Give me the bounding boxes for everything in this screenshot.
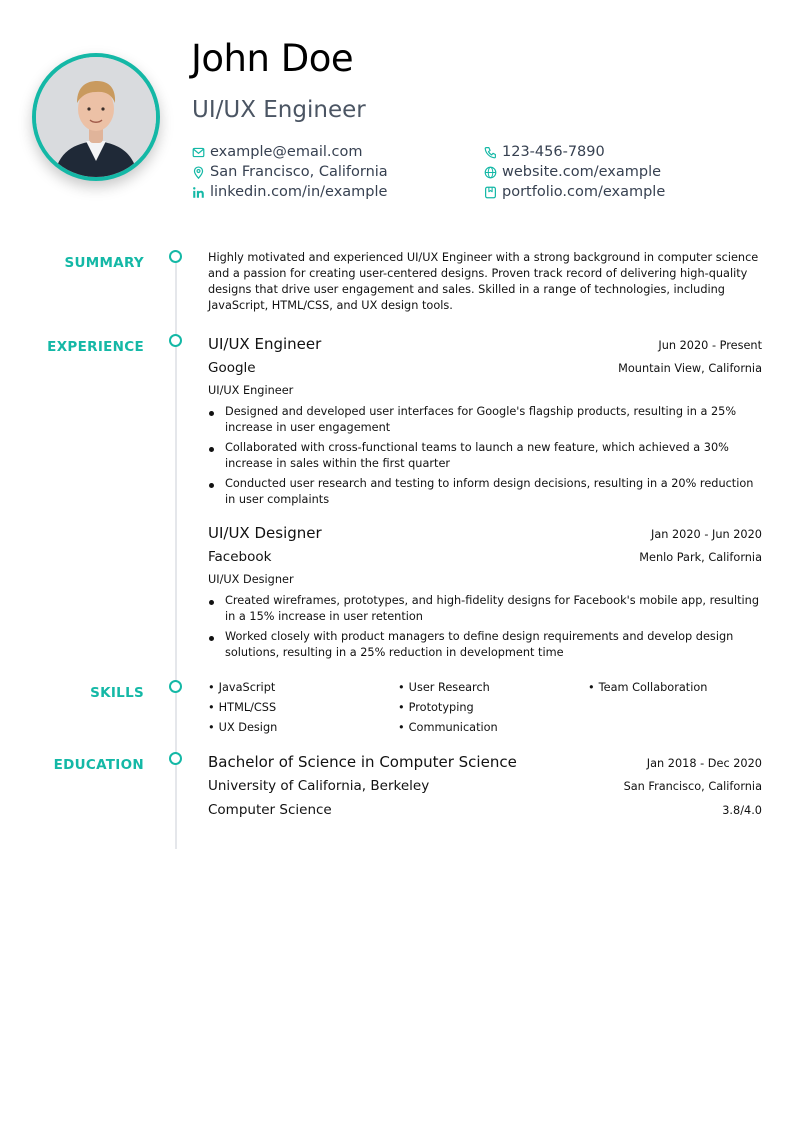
contact-info [192,142,752,202]
job-location: Menlo Park, California [639,551,762,564]
section-label-education: EDUCATION [53,757,144,773]
skill-item: • User Research [398,680,588,696]
experience-entry [208,335,762,512]
timeline-dot-education [169,752,182,765]
job-subtitle: UI/UX Designer [208,573,294,586]
school-location: San Francisco, California [623,780,762,793]
job-bullet: Conducted user research and testing to inform design decisions, resulting in a 20% reduction in user complaints [208,476,762,508]
skill-item: • UX Design [208,720,398,736]
contact-portfolio-text: portfolio.com/example [502,184,666,200]
portfolio-icon [484,186,497,199]
linkedin-icon [192,186,205,199]
job-company: Facebook [208,549,272,565]
field-of-study: Computer Science [208,802,332,818]
contact-phone-text: 123-456-7890 [502,144,605,160]
contact-email[interactable] [192,142,484,162]
education-date: Jan 2018 - Dec 2020 [646,757,762,770]
skills-section [208,680,762,736]
candidate-title: UI/UX Engineer [192,97,366,123]
experience-entry [208,524,762,665]
degree-title: Bachelor of Science in Computer Science [208,753,517,771]
timeline-dot-skills [169,680,182,693]
job-title: UI/UX Engineer [208,335,322,353]
job-subtitle: UI/UX Engineer [208,384,294,397]
job-title: UI/UX Designer [208,524,322,542]
skill-item: • Team Collaboration [588,680,762,696]
contact-location [192,162,484,182]
contact-email-text: example@email.com [210,144,363,160]
skill-item: • HTML/CSS [208,700,398,716]
location-pin-icon [192,166,205,179]
timeline-dot-experience [169,334,182,347]
section-label-summary: SUMMARY [64,255,144,271]
skill-item: • JavaScript [208,680,398,696]
gpa: 3.8/4.0 [722,804,762,817]
job-date: Jan 2020 - Jun 2020 [650,528,762,541]
summary-section [208,250,762,314]
section-label-experience: EXPERIENCE [47,339,144,355]
skills-grid [208,680,762,736]
school-name: University of California, Berkeley [208,778,430,794]
job-bullet: Worked closely with product managers to define design requirements and develop design solutions, resulting in a 25% reduction in development time [208,629,762,661]
phone-icon [484,146,497,159]
contact-website-text: website.com/example [502,164,662,180]
summary-text: Highly motivated and experienced UI/UX Engineer with a strong background in computer science and a passion for creating user-centered designs. Proven track record of delivering high-quality designs that drive user engagement and sales. Skilled in a range of technologies, including JavaScript, HTML/CSS, and UX design tools. [208,251,759,312]
contact-website[interactable] [484,162,752,182]
job-company: Google [208,360,256,376]
job-bullet: Designed and developed user interfaces for Google's flagship products, resulting in a 25% increase in user engagement [208,404,762,436]
candidate-name: John Doe [191,37,354,80]
job-location: Mountain View, California [618,362,762,375]
section-label-skills: SKILLS [90,685,144,701]
skill-item: • Communication [398,720,588,736]
profile-photo [32,53,160,181]
contact-linkedin[interactable] [192,182,484,202]
job-bullet: Created wireframes, prototypes, and high-fidelity designs for Facebook's mobile app, resulting in a 15% increase in user retention [208,593,762,625]
contact-location-text: San Francisco, California [210,164,388,180]
education-entry [208,753,762,824]
contact-linkedin-text: linkedin.com/in/example [210,184,388,200]
job-bullets [208,404,762,508]
contact-phone[interactable] [484,142,752,162]
timeline-dot-summary [169,250,182,263]
mail-icon [192,146,205,159]
job-date: Jun 2020 - Present [658,339,762,352]
contact-portfolio[interactable] [484,182,752,202]
globe-icon [484,166,497,179]
portrait-image [36,57,156,177]
skill-item: • Prototyping [398,700,588,716]
job-bullets [208,593,762,661]
job-bullet: Collaborated with cross-functional teams to launch a new feature, which achieved a 30% increase in sales within the first quarter [208,440,762,472]
